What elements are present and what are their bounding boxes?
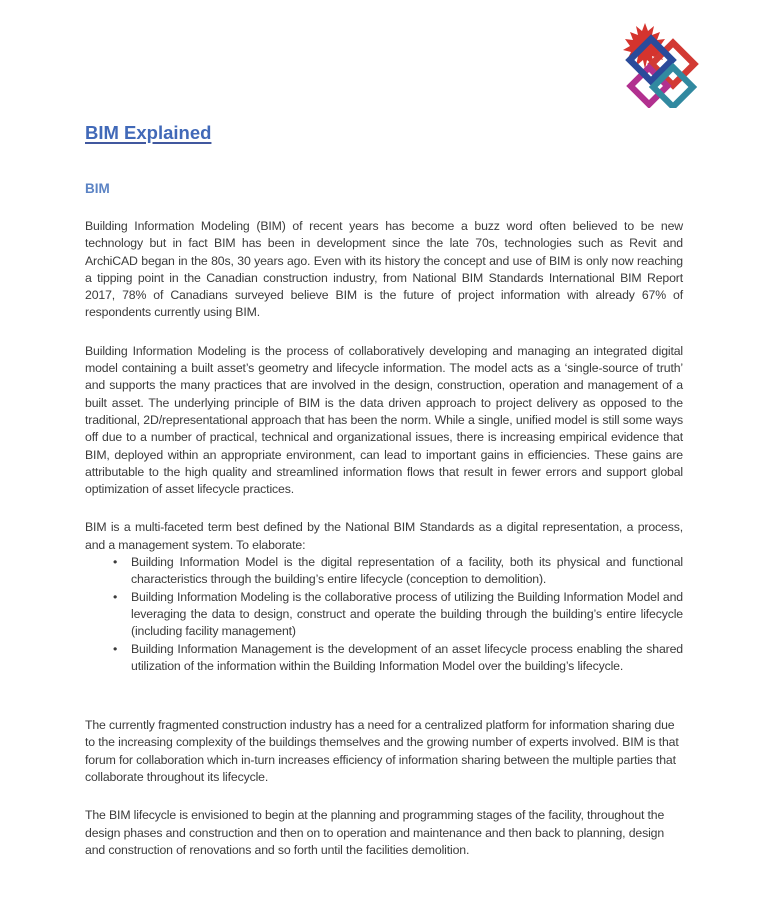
- document-content: [85, 0, 683, 859]
- bullet-item-building-information-model: • Building Information Model is the digital representation of a facility, both its physical and functional characteristics through the building’s entire lifecycle (conception to demolition).: [131, 554, 683, 589]
- paragraph-bim-process: Building Information Modeling is the process of collaboratively developing and managing an integrated digital model containing a built asset’s geometry and lifecycle information. The model acts as a ‘single-source of truth’ and supports the many practices that are involved in the design, construction, operation and management of a built asset. The underlying principle of BIM is the data driven approach to project delivery as opposed to the traditional, 2D/representational approach that has been the norm. While a single, unified model is still some ways off due to a number of practical, technical and organizational issues, there is increasing empirical evidence that BIM, deployed within an appropriate environment, can lead to important gains in efficiencies. These gains are attributable to the high quality and streamlined information flows that result in fewer errors and support global optimization of asset lifecycle practices.: [85, 343, 683, 497]
- paragraph-bim-history: Building Information Modeling (BIM) of recent years has become a buzz word often believed to be new technology but in fact BIM has been in development since the late 70s, technologies such as Revit and ArchiCAD began in the 80s, 30 years ago. Even with its history the concept and use of BIM is only now reaching a tipping point in the Canadian construction industry, from National BIM Standards International BIM Report 2017, 78% of Canadians surveyed believe BIM is the future of project information with already 67% of respondents currently using BIM.: [85, 219, 683, 320]
- bullet-item-building-information-modeling: • Building Information Modeling is the collaborative process of utilizing the Building Information Model and leveraging the data to design, construct and operate the building through the building’s entire lifecycle (including facility management): [131, 589, 683, 641]
- page-title: BIM Explained: [85, 122, 212, 143]
- paragraph-bim-lifecycle: The BIM lifecycle is envisioned to begin at the planning and programming stages of the facility, throughout the design phases and construction and then on to operation and maintenance and then back to planning, design and construction of renovations and so forth until the facilities demolition.: [85, 808, 665, 857]
- paragraph-fragmented-industry: The currently fragmented construction industry has a need for a centralized platform for information sharing due to the increasing complexity of the buildings themselves and the growing number of experts involved. BIM is that forum for collaboration which in-turn increases efficiency of information sharing between the multiple parties that collaborate throughout its lifecycle.: [85, 718, 679, 785]
- bullet-item-building-information-management: • Building Information Management is the development of an asset lifecycle process enabling the shared utilization of the information within the Building Information Model over the building’s lifecycle.: [131, 641, 683, 676]
- bullet-list: [85, 554, 683, 675]
- section-heading-bim: BIM: [85, 181, 110, 196]
- paragraph-bim-definition: BIM is a multi-faceted term best defined by the National BIM Standards as a digital representation, a process, and a management system. To elaborate:: [85, 520, 683, 552]
